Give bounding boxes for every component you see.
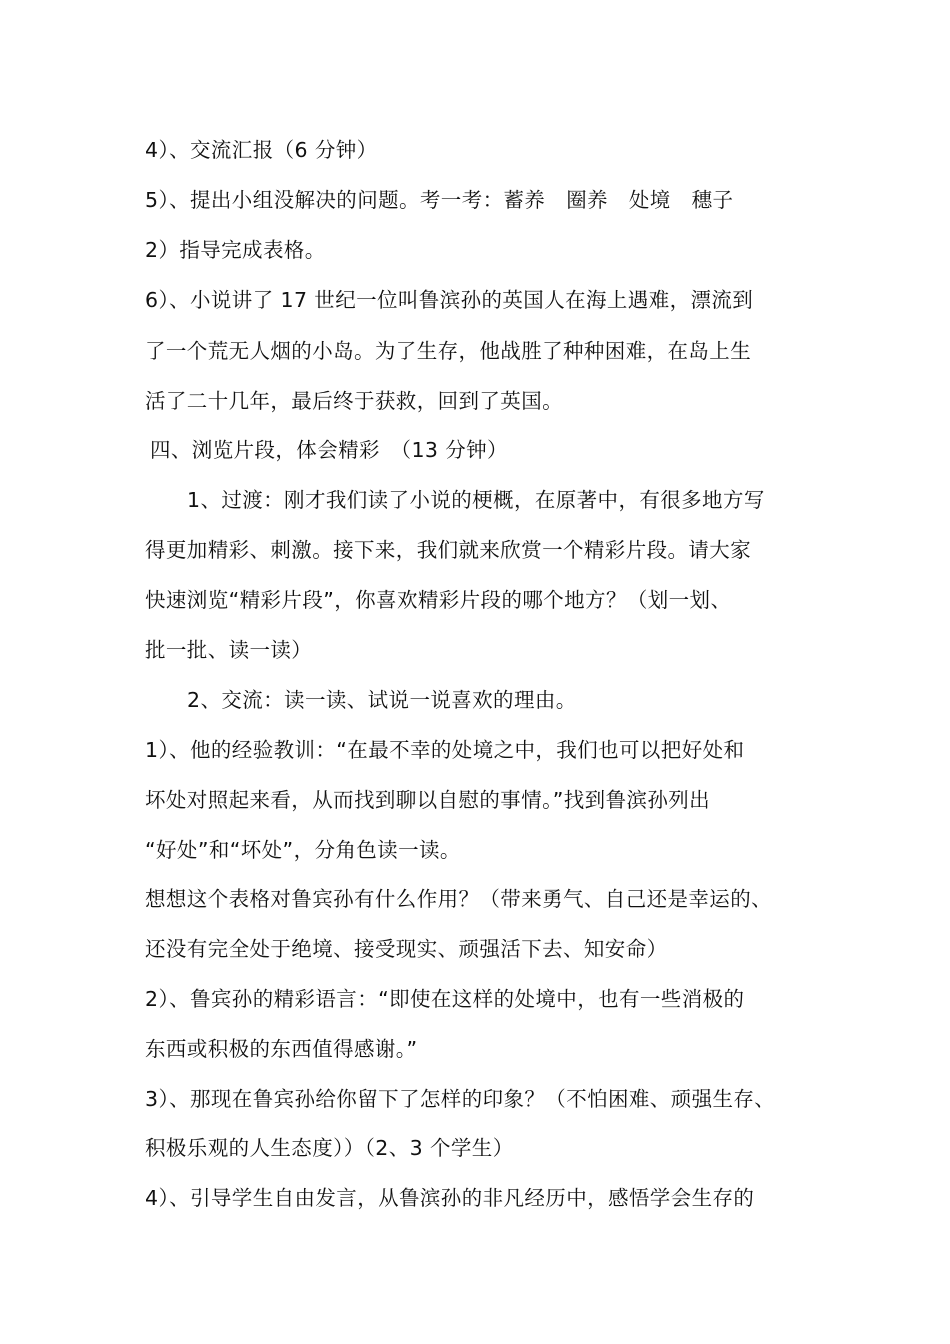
- paragraph-line: 4）、引导学生自由发言，从鲁滨孙的非凡经历中，感悟学会生存的: [145, 1186, 755, 1210]
- paragraph-line: 东西或积极的东西值得感谢。”: [145, 1037, 418, 1061]
- paragraph-line: 1、过渡：刚才我们读了小说的梗概，在原著中，有很多地方写: [187, 488, 765, 512]
- paragraph-line: 1）、他的经验教训：“在最不幸的处境之中，我们也可以把好处和: [145, 738, 745, 762]
- paragraph-line: 得更加精彩、刺激。接下来，我们就来欣赏一个精彩片段。请大家: [145, 538, 752, 562]
- paragraph-line: 2、交流：读一读、试说一说喜欢的理由。: [187, 688, 577, 712]
- paragraph-line: 还没有完全处于绝境、接受现实、顽强活下去、知安命）: [145, 937, 668, 961]
- paragraph-line: “好处”和“坏处”，分角色读一读。: [145, 838, 461, 862]
- paragraph-line: 2）指导完成表格。: [145, 238, 326, 262]
- paragraph-line: 坏处对照起来看，从而找到聊以自慰的事情。”找到鲁滨孙列出: [145, 788, 711, 812]
- paragraph-line: 活了二十几年，最后终于获救，回到了英国。: [145, 389, 563, 413]
- paragraph-line: 积极乐观的人生态度））（2、3 个学生）: [145, 1136, 514, 1160]
- paragraph-line: 2）、鲁宾孙的精彩语言：“即使在这样的处境中，也有一些消极的: [145, 987, 745, 1011]
- paragraph-line: 3）、那现在鲁宾孙给你留下了怎样的印象？（不怕困难、顽强生存、: [145, 1087, 776, 1111]
- paragraph-line: 了一个荒无人烟的小岛。为了生存，他战胜了种种困难，在岛上生: [145, 339, 752, 363]
- paragraph-line: 批一批、读一读）: [145, 638, 313, 662]
- paragraph-line: 5）、提出小组没解决的问题。考一考：蓄养 圈养 处境 穗子: [145, 188, 734, 212]
- paragraph-line: 快速浏览“精彩片段”，你喜欢精彩片段的哪个地方？（划一划、: [145, 588, 732, 612]
- paragraph-line: 想想这个表格对鲁宾孙有什么作用？（带来勇气、自己还是幸运的、: [145, 887, 772, 911]
- paragraph-line: 6）、小说讲了 17 世纪一位叫鲁滨孙的英国人在海上遇难，漂流到: [145, 288, 754, 312]
- paragraph-line: 4）、交流汇报（6 分钟）: [145, 138, 378, 162]
- section-heading: 四、浏览片段，体会精彩 （13 分钟）: [150, 438, 508, 462]
